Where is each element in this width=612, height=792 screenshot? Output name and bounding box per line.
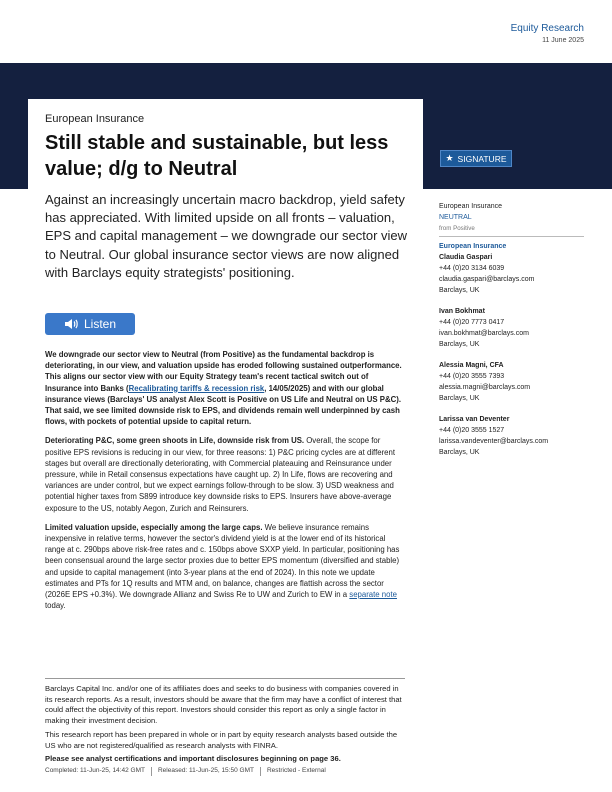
report-title: Still stable and sustainable, but less value; d/g to Neutral bbox=[45, 132, 389, 180]
disclaimer-certifications: Please see analyst certifications and important disclosures beginning on page 36. bbox=[45, 754, 341, 764]
report-body bbox=[45, 349, 402, 619]
analyst-phone: +44 (0)20 3555 7393 bbox=[439, 373, 505, 380]
signature-label: SIGNATURE bbox=[457, 153, 507, 164]
analyst-name: Alessia Magni, CFA bbox=[439, 362, 504, 369]
valuation-text-end: today. bbox=[45, 601, 66, 611]
listen-button[interactable] bbox=[45, 313, 135, 335]
analyst-email[interactable]: ivan.bokhmat@barclays.com bbox=[439, 330, 529, 337]
sector-label: European Insurance bbox=[45, 113, 145, 125]
separate-note-link[interactable]: separate note bbox=[349, 590, 397, 600]
released-timestamp: Released: 11-Jun-25, 15:50 GMT bbox=[157, 767, 254, 774]
paragraph-valuation bbox=[45, 522, 402, 612]
listen-label: Listen bbox=[83, 317, 117, 331]
status-line bbox=[45, 767, 326, 776]
speaker-icon bbox=[64, 318, 78, 330]
analyst-email[interactable]: claudia.gaspari@barclays.com bbox=[439, 276, 535, 283]
analyst-phone: +44 (0)20 3555 1527 bbox=[439, 427, 505, 434]
publication-date: 11 June 2025 bbox=[542, 37, 584, 44]
team-label: European Insurance bbox=[439, 243, 507, 250]
analyst-card bbox=[439, 306, 584, 350]
eps-text: Overall, the scope for positive EPS revisions is reducing in our view, for three reasons: 1) P&C pricing cycles are at different stages but overall are directionally deteriorating, with Commercial plateauing and Reinsurance under pressure, while in Retail consensus expectations have caught up. 2) In Life, flows are recovering and variances are under control, but we expect earnings follow-through to be slow. 3) USD weakness and potential higher taxes from S899 introduce key downside risks to EPS. Insurers have above-average exposure to the US, notably Aegon, Zurich and Reinsurers. bbox=[45, 436, 396, 513]
analyst-card bbox=[439, 360, 584, 404]
publication-brand: Equity Research bbox=[510, 23, 584, 34]
analyst-entity: Barclays, UK bbox=[439, 395, 480, 402]
thesis-text-a: We downgrade our sector view to Neutral (from Positive) as the fundamental backdrop is deteriorating, in our view, and valuation upside has eroded following sustained outperformance. This aligns our sector view with our Equity Strategy team's recent tactical switch out of Insurance into Banks ( bbox=[45, 350, 402, 393]
strategy-note-link[interactable]: Recalibrating tariffs & recession risk bbox=[128, 383, 265, 393]
thesis-text-b: , 14/05/2025) and with our global insurance views (Barclays' US analyst Alex Scott is Positive on US Life and Neutral on US P&C). That said, we see limited downside risk to EPS, and dividends remain well underpinned by cash flows, with pockets of potential upside to capital return. bbox=[45, 383, 401, 427]
paragraph-thesis bbox=[45, 349, 402, 427]
analyst-name: Ivan Bokhmat bbox=[439, 308, 485, 315]
footer-disclaimers bbox=[45, 684, 407, 768]
sidebar bbox=[439, 201, 584, 468]
valuation-text: We believe insurance remains inexpensive in relative terms, however the sector's dividend yield is at the lower end of its historical range at c. 290bps above risk-free rates and c. 150bps above SXXP yield. In particular, positioning has been consensual around the large sector proxies due to better EPS momentum (diversified and stable) and upside to capital management (into 3-year plans at the end of 2024). In this note we update estimates and PTs for 1Q results and MTM and, on balance, changes are flattish across the sector (2026E EPS +0.3%). We downgrade Allianz and Swiss Re to UW and Zurich to EW in a bbox=[45, 522, 400, 600]
footer-divider bbox=[45, 678, 405, 679]
disclaimer-finra: This research report has been prepared in whole or in part by equity research analysts based outside the US who are not registered/qualified as research analysts with FINRA. bbox=[45, 729, 398, 750]
analyst-email[interactable]: alessia.magni@barclays.com bbox=[439, 384, 531, 391]
status-separator bbox=[260, 767, 261, 776]
analyst-entity: Barclays, UK bbox=[439, 287, 480, 294]
analyst-phone: +44 (0)20 7773 0417 bbox=[439, 319, 505, 326]
analyst-card bbox=[439, 414, 584, 458]
analyst-entity: Barclays, UK bbox=[439, 341, 480, 348]
eps-heading: Deteriorating P&C, some green shoots in Life, downside risk from US. bbox=[45, 436, 305, 446]
paragraph-eps bbox=[45, 435, 402, 513]
analyst-entity: Barclays, UK bbox=[439, 449, 480, 456]
status-separator bbox=[151, 767, 152, 776]
sector-rating: NEUTRAL bbox=[439, 214, 472, 221]
analyst-name: Larissa van Deventer bbox=[439, 416, 510, 423]
sidebar-divider bbox=[439, 236, 584, 237]
star-icon: ★ bbox=[445, 153, 454, 163]
restriction-label: Restricted - External bbox=[266, 767, 326, 774]
previous-rating: from Positive bbox=[439, 225, 475, 232]
sidebar-sector: European Insurance bbox=[439, 203, 503, 210]
signature-badge[interactable] bbox=[440, 150, 512, 167]
analyst-name: Claudia Gaspari bbox=[439, 254, 493, 261]
analyst-email[interactable]: larissa.vandeventer@barclays.com bbox=[439, 438, 549, 445]
analyst-card bbox=[439, 252, 584, 296]
completed-timestamp: Completed: 11-Jun-25, 14:42 GMT bbox=[45, 767, 145, 774]
disclaimer-conflict: Barclays Capital Inc. and/or one of its affiliates does and seeks to do business with companies covered in its research reports. As a result, investors should be aware that the firm may have a conflict of interest that could affect the objectivity of this report. Investors should consider this report as only a single factor in making their investment decision. bbox=[45, 684, 402, 726]
report-summary: Against an increasingly uncertain macro backdrop, yield safety has appreciated. With limited upside on all fronts – valuation, EPS and capital management – we downgrade our sector view to Neutral. Our global insurance sector views are now aligned with Barclays equity strategists' positioning. bbox=[45, 192, 408, 280]
valuation-heading: Limited valuation upside, especially among the large caps. bbox=[45, 522, 263, 532]
analyst-phone: +44 (0)20 3134 6039 bbox=[439, 265, 505, 272]
